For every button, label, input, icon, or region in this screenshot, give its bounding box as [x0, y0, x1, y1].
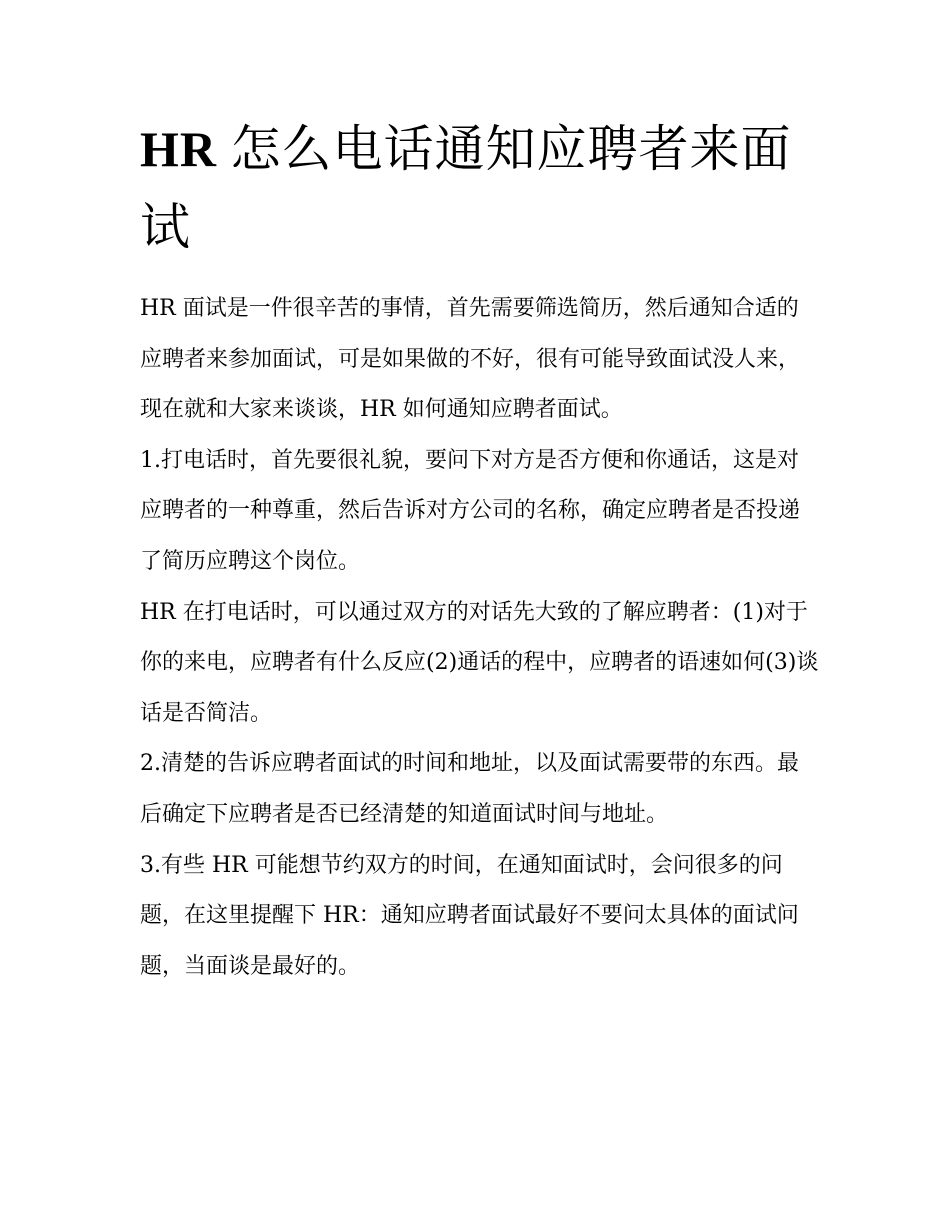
step-3-paragraph: 3.有些 HR 可能想节约双方的时间，在通知面试时，会问很多的问题，在这里提醒下 HR：通知应聘者面试最好不要问太具体的面试问题，当面谈是最好的。 [140, 852, 799, 979]
step-2-paragraph: 2.清楚的告诉应聘者面试的时间和地址，以及面试需要带的东西。最后确定下应聘者是否已经清楚的知道面试时间与地址。 [140, 751, 799, 827]
title-text: 怎么电话通知应聘者来面试 [140, 120, 792, 256]
title-prefix: HR [140, 121, 231, 177]
intro-paragraph: HR 面试是一件很辛苦的事情，首先需要筛选简历，然后通知合适的应聘者来参加面试，可是如果做的不好，很有可能导致面试没人来，现在就和大家来谈谈，HR 如何通知应聘者面试。 [140, 296, 801, 423]
hr-observation-paragraph: HR 在打电话时，可以通过双方的对话先大致的了解应聘者：(1)对于你的来电，应聘者有什么反应(2)通话的程中，应聘者的语速如何(3)谈话是否简洁。 [140, 599, 819, 726]
step-1-paragraph: 1.打电话时，首先要很礼貌，要问下对方是否方便和你通话，这是对应聘者的一种尊重，然后告诉对方公司的名称，确定应聘者是否投递了简历应聘这个岗位。 [140, 447, 801, 574]
document-title [140, 110, 820, 266]
document-page [140, 110, 820, 992]
